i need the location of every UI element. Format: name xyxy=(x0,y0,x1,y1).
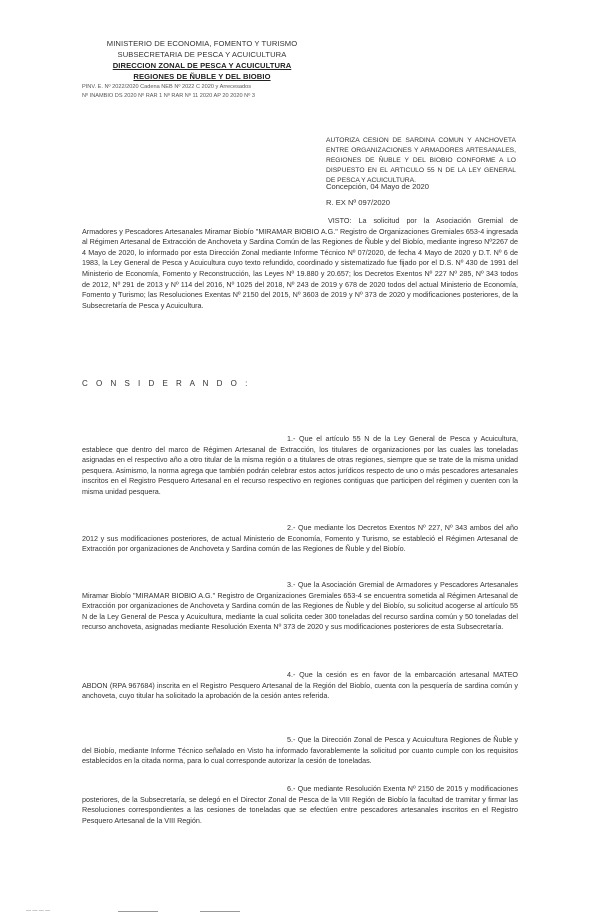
footer-rule xyxy=(118,911,158,912)
letterhead xyxy=(82,38,322,100)
considerando-2: 2.- Que mediante los Decretos Exentos Nº 227, Nº 343 ambos del año 2012 y sus modificaciones posteriores, de actual Ministerio de Economía, Fomento y Turismo, se estableció el Régimen Artesanal de Extracción por organizaciones de Anchoveta y Sardina común de las Regiones de Ñuble y del Biobío. xyxy=(82,523,518,554)
resolution-subject: AUTORIZA CESION DE SARDINA COMUN Y ANCHOVETA ENTRE ORGANIZACIONES Y ARMADORES ARTESANALES, REGIONES DE ÑUBLE Y DEL BIOBIO CONFORME A LO DISPUESTO EN EL ARTICULO 55 N DE LA LEY GENERAL DE PESCA Y ACUICULTURA. xyxy=(326,137,516,184)
resolution-number: R. EX Nº 097/2020 xyxy=(326,198,390,207)
considerando-1: 1.- Que el artículo 55 N de la Ley General de Pesca y Acuicultura, establece que dentro del marco de Régimen Artesanal de Extracción, los titulares de organizaciones por las cuales las toneladas asignadas en el respectivo año a otro titular de la misma región o a titulares de otras regiones, siempre que se trate de la misma unidad pesquera. Asimismo, la norma agrega que también podrán celebrar estos actos jurídicos respecto de uno o más pescadores artesanales inscritos en el Registro Pesquero Artesanal en el recurso respectivo en regiones contiguas que participen del régimen y cuenten con la misma unidad pesquera. xyxy=(82,434,518,496)
subsecretaria-line: SUBSECRETARIA DE PESCA Y ACUICULTURA xyxy=(117,50,287,59)
considerando-heading: C O N S I D E R A N D O : xyxy=(82,379,251,388)
footer-mark: — — — — xyxy=(26,908,51,914)
ministry-line: MINISTERIO DE ECONOMIA, FOMENTO Y TURISMO xyxy=(106,39,298,48)
regiones-line: REGIONES DE ÑUBLE Y DEL BIOBIO xyxy=(133,72,271,81)
footer-rule xyxy=(200,911,240,912)
considerando-6: 6.- Que mediante Resolución Exenta Nº 2150 de 2015 y modificaciones posteriores, de la Subsecretaría, se delegó en el Director Zonal de Pesca de la VIII Región de Biobío la facultad de tramitar y firmar las Resoluciones correspondientes a las cesiones de toneladas que se efectúen entre pescadores artesanales inscritos en el Registro Pesquero Artesanal de la VIII Región. xyxy=(82,784,518,825)
reference-line: PINV. E. Nº 2022/2020 Cadena NEB Nº 2022 C 2020 y Arrecesados xyxy=(82,84,251,90)
place-date: Concepción, 04 Mayo de 2020 xyxy=(326,182,430,191)
considerando-4: 4.- Que la cesión es en favor de la embarcación artesanal MATEO ABDON (RPA 967684) inscrita en el Registro Pesquero Artesanal de la Región del Biobío, cuenta con la pesquería de sardina común y anchoveta, cuyo titular ha solicitado la aprobación de la cesión antes referida. xyxy=(82,670,518,701)
visto-paragraph: VISTO: La solicitud por la Asociación Gremial de Armadores y Pescadores Artesanales Miramar Biobío "MIRAMAR BIOBIO A.G." Registro de Organizaciones Gremiales 653-4 ingresada al Régimen Artesanal de Extracción de Anchoveta y Sardina Común de las Regiones de Ñuble y del Biobío, mediante ingreso Nº2267 de 4 Mayo de 2020, lo informado por esta Dirección Zonal mediante Informe Técnico Nº 07/2020, de fecha 4 Mayo de 2020 y D.T. Nº 6 de 1983, la Ley General de Pesca y Acuicultura cuyo texto refundido, coordinado y sistematizado fue fijado por el D.S. Nº 430 de 1991 del Ministerio de Economía, Fomento y Reconstrucción, las Leyes Nº 19.880 y 20.657; los Decretos Exentos Nº 227 Nº 285, Nº 343 todos de 2012, Nº 291 de 2013 y Nº 114 del 2016, Nº 1025 del 2018, Nº 243 de 2019 y 678 de 2020 todos del actual Ministerio de Economía, Fomento y Turismo; las Resoluciones Exentas Nº 2150 del 2015, Nº 3603 de 2019 y Nº 373 de 2020 y modificaciones posteriores, de la Subsecretaría de Pesca y Acuicultura. xyxy=(82,216,518,310)
considerando-5: 5.- Que la Dirección Zonal de Pesca y Acuicultura Regiones de Ñuble y del Biobío, mediante Informe Técnico señalado en Visto ha informado favorablemente la solicitud por cuanto cumple con los requisitos establecidos en la citada norma, para lo cual corresponde autorizar la cesión de toneladas. xyxy=(82,735,518,766)
considerando-3: 3.- Que la Asociación Gremial de Armadores y Pescadores Artesanales Miramar Biobío "MIRAMAR BIOBIO A.G." Registro de Organizaciones Gremiales 653-4 se encuentra sometida al Régimen Artesanal de Extracción por organizaciones de Anchoveta y Sardina común de las Regiones de Ñuble y del Biobío, su solicitud acogerse al artículo 55 N de la Ley General de Pesca y Acuicultura, mediante la cual solicita ceder 300 toneladas del recurso sardina común y 50 toneladas del recurso anchoveta, asignadas mediante Resolución Exenta Nº 373 de 2020 y sus modificaciones posteriores de esta Subsecretaría. xyxy=(82,580,518,632)
reference-line: Nº INAMBIO DS 2020 Nº RAR 1 Nº RAR Nº 11 2020 AP 20 2020 Nº 3 xyxy=(82,93,255,99)
direccion-zonal-line: DIRECCION ZONAL DE PESCA Y ACUICULTURA xyxy=(112,61,292,70)
